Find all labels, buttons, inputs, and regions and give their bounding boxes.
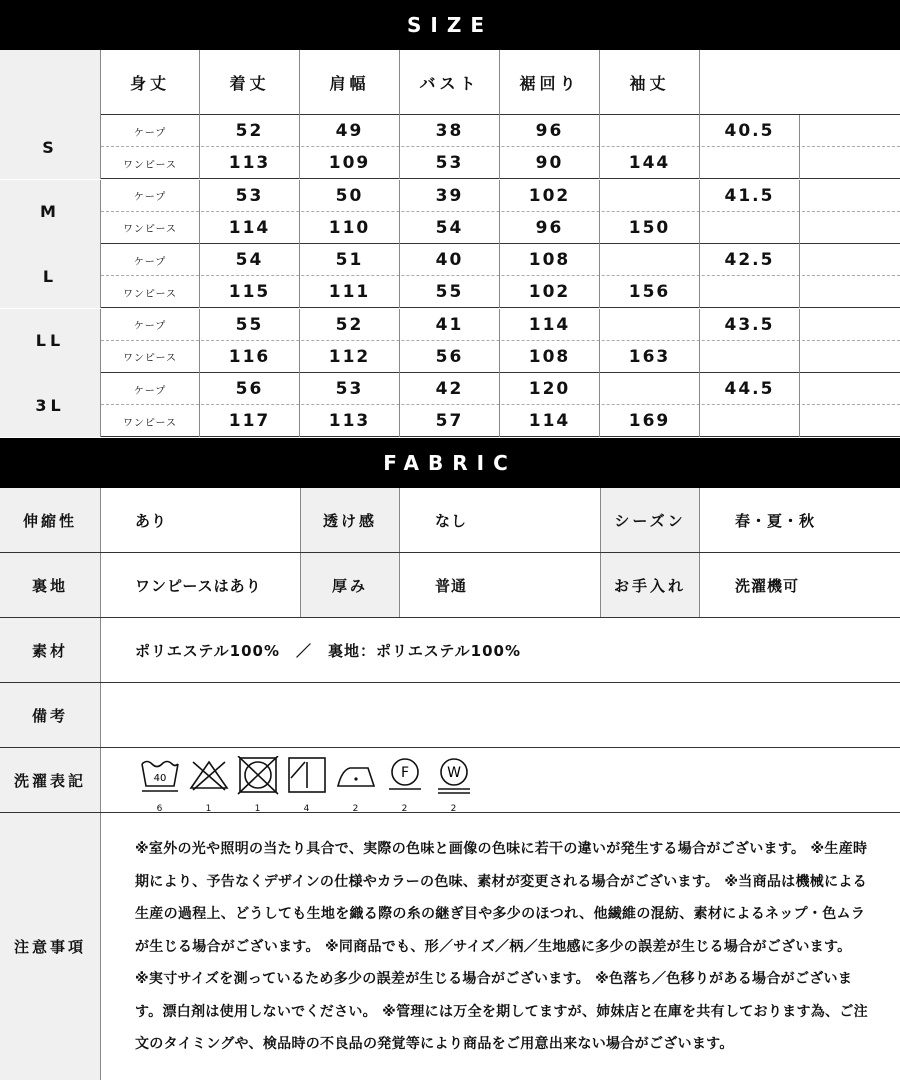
stretch-label: 伸縮性 (0, 488, 101, 552)
stretch-value: あり (135, 511, 168, 530)
fabric-row-lining (0, 553, 900, 618)
cape-value (800, 115, 900, 147)
cape-value: 50 (300, 180, 400, 212)
size-column-header (700, 50, 800, 115)
sheer-label: 透け感 (300, 488, 400, 552)
notes-label: 注意事項 (0, 813, 101, 1080)
cape-value: 56 (200, 373, 300, 405)
wash-40-icon (138, 756, 182, 800)
fabric-row-remarks (0, 683, 900, 748)
dress-value: 150 (600, 212, 700, 244)
size-column-header: 肩幅 (300, 50, 400, 115)
dress-value: 102 (500, 276, 600, 308)
cape-value: 53 (200, 180, 300, 212)
cape-value (600, 244, 700, 276)
cape-value: 42 (400, 373, 500, 405)
dress-value: 108 (500, 341, 600, 373)
care-value: 洗濯機可 (735, 576, 800, 595)
size-label: S (0, 115, 101, 179)
cape-value: 42.5 (700, 244, 800, 276)
cape-value: 39 (400, 180, 500, 212)
care-symbol (184, 756, 233, 814)
cape-value (600, 373, 700, 405)
dress-value: 111 (300, 276, 400, 308)
dress-value: 112 (300, 341, 400, 373)
dress-value: 109 (300, 147, 400, 179)
cape-value: 38 (400, 115, 500, 147)
fabric-section-title: FABRIC (0, 438, 900, 488)
fabric-row-notes (0, 813, 900, 1080)
dress-value: 56 (400, 341, 500, 373)
cape-label: ケープ (101, 115, 200, 147)
cape-label: ケープ (101, 373, 200, 405)
size-table-header (0, 50, 900, 115)
size-column-header: 裾回り (500, 50, 600, 115)
size-row-m (0, 180, 900, 244)
cape-value: 49 (300, 115, 400, 147)
svg-text:W: W (446, 765, 461, 781)
cape-value: 43.5 (700, 309, 800, 341)
dress-label: ワンピース (101, 212, 200, 244)
care-symbol (380, 756, 429, 814)
cape-value (800, 180, 900, 212)
cape-value: 52 (300, 309, 400, 341)
size-table (0, 50, 900, 438)
care-symbol-number: 2 (401, 804, 408, 814)
cape-subrow (101, 309, 900, 341)
cape-value: 51 (300, 244, 400, 276)
dress-value (800, 276, 900, 308)
dress-value (800, 405, 900, 437)
cape-subrow (101, 244, 900, 276)
dress-value (800, 341, 900, 373)
season-value: 春・夏・秋 (735, 511, 816, 530)
cape-value (600, 309, 700, 341)
size-label: 3L (0, 373, 101, 437)
dress-value: 144 (600, 147, 700, 179)
size-column-header: バスト (400, 50, 500, 115)
cape-subrow (101, 180, 900, 212)
lining-label: 裏地 (0, 553, 101, 617)
cape-value: 96 (500, 115, 600, 147)
dress-value (700, 147, 800, 179)
cape-label: ケープ (101, 180, 200, 212)
material-value: ポリエステル100% ／ 裏地：ポリエステル100% (135, 641, 521, 660)
dress-value: 115 (200, 276, 300, 308)
size-column-header: 着丈 (200, 50, 300, 115)
dress-value: 169 (600, 405, 700, 437)
svg-text:F: F (400, 765, 409, 781)
dress-value: 110 (300, 212, 400, 244)
dress-value: 90 (500, 147, 600, 179)
lining-value: ワンピースはあり (135, 576, 262, 595)
cape-value: 52 (200, 115, 300, 147)
size-label: LL (0, 309, 101, 373)
dress-value (800, 147, 900, 179)
thickness-value: 普通 (435, 576, 468, 595)
size-column-header: 身丈 (101, 50, 200, 115)
dress-label: ワンピース (101, 341, 200, 373)
cape-value (600, 115, 700, 147)
size-label: L (0, 244, 101, 308)
iron-low-icon (334, 756, 378, 800)
remarks-label: 備考 (0, 683, 101, 747)
cape-value (800, 309, 900, 341)
cape-value: 120 (500, 373, 600, 405)
dress-value: 114 (500, 405, 600, 437)
dress-subrow (101, 405, 900, 437)
dress-value: 113 (200, 147, 300, 179)
dress-value (800, 212, 900, 244)
care-symbol (233, 756, 282, 814)
dress-subrow (101, 212, 900, 244)
size-section-title: SIZE (0, 0, 900, 50)
cape-value: 55 (200, 309, 300, 341)
cape-subrow (101, 115, 900, 147)
dress-label: ワンピース (101, 147, 200, 179)
size-column-header: 袖丈 (600, 50, 700, 115)
dress-label: ワンピース (101, 405, 200, 437)
line-dry-icon (285, 756, 329, 800)
dress-value: 114 (200, 212, 300, 244)
size-row-l (0, 244, 900, 308)
care-symbol (331, 756, 380, 814)
cape-label: ケープ (101, 309, 200, 341)
dress-label: ワンピース (101, 276, 200, 308)
cape-value: 41 (400, 309, 500, 341)
cape-value: 53 (300, 373, 400, 405)
wash-symbols (135, 756, 478, 814)
cape-value (800, 373, 900, 405)
fabric-row-stretch (0, 488, 900, 553)
no-bleach-icon (187, 756, 231, 800)
dress-subrow (101, 147, 900, 179)
sheer-value: なし (435, 511, 468, 530)
cape-value: 108 (500, 244, 600, 276)
material-label: 素材 (0, 618, 101, 682)
care-symbol-number: 2 (450, 804, 457, 814)
fabric-row-material (0, 618, 900, 683)
cape-value: 102 (500, 180, 600, 212)
care-symbol-number: 2 (352, 804, 359, 814)
dress-value: 116 (200, 341, 300, 373)
dress-value (700, 341, 800, 373)
wash-label: 洗濯表記 (0, 748, 101, 812)
dress-value: 57 (400, 405, 500, 437)
care-symbol (429, 756, 478, 814)
dress-subrow (101, 341, 900, 373)
dress-value: 96 (500, 212, 600, 244)
dress-value: 117 (200, 405, 300, 437)
svg-text:40: 40 (153, 773, 166, 784)
dress-value (700, 276, 800, 308)
dress-subrow (101, 276, 900, 308)
size-column-header (0, 50, 101, 115)
care-label: お手入れ (600, 553, 700, 617)
cape-value: 54 (200, 244, 300, 276)
season-label: シーズン (600, 488, 700, 552)
dress-value: 156 (600, 276, 700, 308)
care-symbol-number: 6 (156, 804, 163, 814)
cape-value: 40.5 (700, 115, 800, 147)
size-label: M (0, 180, 101, 244)
cape-value: 40 (400, 244, 500, 276)
size-row-3l (0, 373, 900, 437)
thickness-label: 厚み (300, 553, 400, 617)
care-symbol-number: 4 (303, 804, 310, 814)
care-symbol (135, 756, 184, 814)
dress-value: 55 (400, 276, 500, 308)
dress-value: 54 (400, 212, 500, 244)
size-row-ll (0, 309, 900, 373)
dress-value: 113 (300, 405, 400, 437)
care-symbol-number: 1 (254, 804, 261, 814)
care-symbol (282, 756, 331, 814)
cape-value: 44.5 (700, 373, 800, 405)
notes-text: ※室外の光や照明の当たり具合で、実際の色味と画像の色味に若干の違いが発生する場合がございます。 ※生産時期により、予告なくデザインの仕様やカラーの色味、素材が変更される場合がございます。 ※当商品は機械による生産の過程上、どうしても生地を織る際の糸の継ぎ目や多少のほつれ、他繊維の混紡、素材によるネップ・色ムラが生じる場合がございます。 ※同商品でも、形／サイズ／柄／生地感に多少の誤差が生じる場合がございます。 ※実寸サイズを測っているため多少の誤差が生じる場合がございます。 ※色落ち／色移りがある場合がございます。漂白剤は使用しないでください。 ※管理には万全を期してますが、姉妹店と在庫を共有しております為、ご注文のタイミングや、検品時の不良品の発覚等により商品をご用意出来ない場合がございます。 (135, 841, 868, 1052)
cape-label: ケープ (101, 244, 200, 276)
no-tumble-dry-icon (236, 756, 280, 800)
cape-value (600, 180, 700, 212)
cape-value: 114 (500, 309, 600, 341)
cape-subrow (101, 373, 900, 405)
dress-value: 53 (400, 147, 500, 179)
dress-value (700, 405, 800, 437)
care-symbol-number: 1 (205, 804, 212, 814)
size-row-s (0, 115, 900, 179)
cape-value (800, 244, 900, 276)
wet-clean-w-icon (432, 756, 476, 800)
dry-clean-f-icon (383, 756, 427, 800)
dress-value (700, 212, 800, 244)
cape-value: 41.5 (700, 180, 800, 212)
dress-value: 163 (600, 341, 700, 373)
fabric-row-wash (0, 748, 900, 813)
